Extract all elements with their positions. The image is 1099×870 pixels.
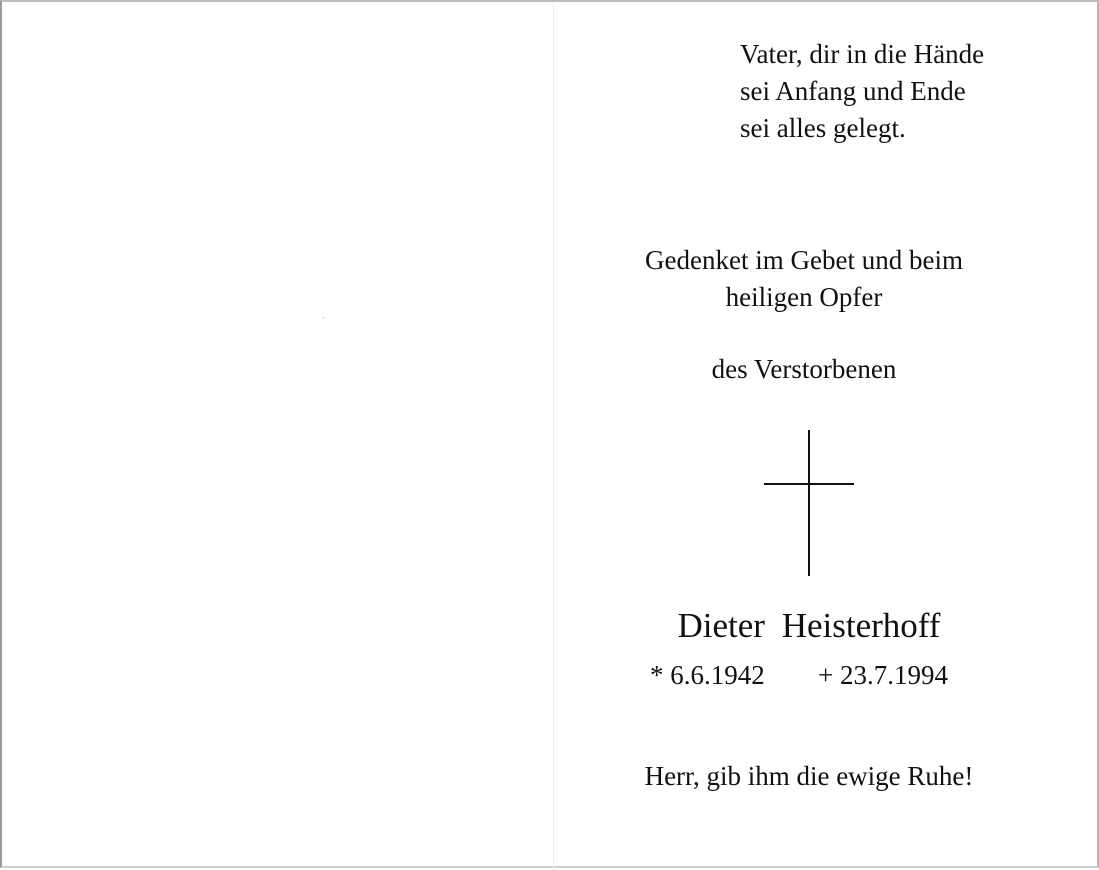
death-date: + 23.7.1994 [818,660,948,690]
deceased-name: Dieter Heisterhoff [677,606,941,645]
verse-block [740,36,984,147]
verse-line-2: sei Anfang und Ende [740,76,966,106]
cross-vertical-bar [808,430,810,576]
prayer-block [554,242,1054,316]
prayer-line-2: heiligen Opfer [725,282,883,312]
right-panel [554,2,1099,870]
cross-icon [764,430,854,576]
paper-speck [322,317,325,319]
life-dates [650,658,970,692]
verse-line-1: Vater, dir in die Hände [740,39,985,69]
birth-date: * 6.6.1942 [650,660,765,690]
deceased-label: des Verstorbenen [711,354,897,384]
verse-line-3: sei alles gelegt. [740,113,906,143]
left-panel-blank [2,2,553,870]
closing-prayer: Herr, gib ihm die ewige Ruhe! [644,761,974,791]
cross-horizontal-bar [764,483,854,485]
prayer-line-1: Gedenket im Gebet und beim [645,245,963,275]
